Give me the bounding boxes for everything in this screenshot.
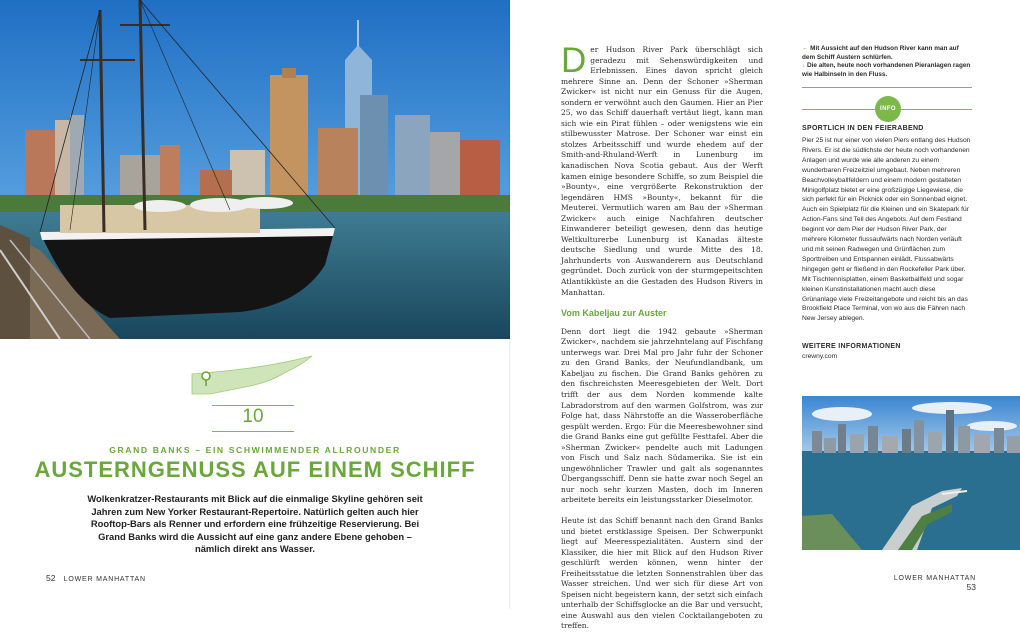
folio-right: [886, 573, 976, 592]
drop-cap: D: [561, 41, 587, 80]
article-paragraph-3: Heute ist das Schiff benannt nach den Grand Banks und bietet erstklassige Speisen. Der Schwerpunkt liegt auf Meeresspezialitäten. Austern sind der Klassiker, die hier mit Blick auf den Hudson River geschlürft werden können, wenn hinter der Freiheitsstatue die letzten Sonnenstrahlen über das Wasser streichen. Und wer sich für diese Art von Speisen nicht begeistern kann, der setzt sich einfach unterhalb der Schiffsglocke an die Bar und versucht, eine Auswahl aus den vielen Cocktailangeboten zu treffen.: [561, 515, 763, 631]
page-number-left: 52: [46, 573, 56, 583]
article-paragraph-1: [561, 41, 764, 298]
chapter-number: 10: [242, 406, 264, 427]
more-info-link[interactable]: crewny.com: [802, 353, 838, 360]
article-body: [561, 41, 764, 632]
arrow-left-icon: ←: [802, 45, 809, 52]
kicker: GRAND BANKS – EIN SCHWIMMENDER ALLROUNDER: [109, 445, 401, 455]
caption-rule: [802, 87, 972, 88]
ship-photo: [0, 0, 510, 339]
article-subhead: Vom Kabeljau zur Auster: [561, 308, 667, 319]
gutter-shadow: [509, 0, 511, 609]
location-map-icon: [190, 352, 316, 396]
folio-left: [46, 573, 146, 583]
info-text: Pier 25 ist nur einer von vielen Piers entlang des Hudson Rivers. Er ist die südlichste der heute noch vorhandenen Anlagen und wurde wie alle anderen zu einem wunderbaren Freizeitziel umgebaut. Neben mehreren Beachvolleyballfeldern und einem modern gestalteten Minigolfplatz bietet er eine großzügige Liegewiese, die sich perfekt für ein Picknick oder ein Sonnenbad eignet. Auch ein Spielplatz für die Kleinen und ein Skatepark für Action-Fans sind Teil des Angebots. Auf dem Festland beginnt vor dem Pier der Hudson River Park, der mehrere Kilometer flussaufwärts nach Norden verläuft und mit seinen Radwegen und Grünflächen zum Sporttreiben und Entspannen einlädt. Flussabwärts hingegen geht er fließend in den Rockefeller Park über. Mit Tischtennisplatten, einem Basketballfeld und sogar kleinen Kunstinstallationen macht auch diese Grünanlage viele Freizeitangebote und reicht bis an das Brookfield Place Terminal, von wo aus die Fähren nach New Jersey ablegen.: [802, 137, 971, 323]
lead-paragraph: Wolkenkratzer-Restaurants mit Blick auf die einmalige Skyline gehören seit Jahren zum New Yorker Restaurant-Repertoire. Natürlich gelten auch hier Rooftop-Bars als Renner und erfordern eine frühzeitige Reservierung. Bei Grand Banks wird die Aussicht auf eine ganz andere Ebene gehoben – nämlich direkt ans Wasser.: [87, 493, 423, 555]
arrow-down-icon: ↓: [802, 62, 806, 70]
caption-1: [802, 45, 972, 62]
number-rule-bottom: [212, 431, 294, 432]
skyline-photo: [802, 396, 1020, 550]
section-name-right: LOWER MANHATTAN: [893, 575, 976, 582]
info-heading: SPORTLICH IN DEN FEIERABEND: [802, 125, 924, 132]
article-paragraph-2: Denn dort liegt die 1942 gebaute »Sherman Zwicker«, nachdem sie jahrzehntelang auf Fischfang unterwegs war. Drei Mal pro Jahr fuhr der Schoner zu den Grand Banks, der Neufundlandbank, um Kabeljau zu fischen. Die Grand Banks gehören zu den fischreichsten Meeresgebieten der Welt. Dort trifft der aus dem Norden kommende kalte Labradorstrom auf den warmen Golfstrom, was zur Folge hat, dass Nährstoffe an die Wasseroberfläche gespült werden. Ergo: Für die Meeresbewohner sind die Grand Banks eine gut gefüllte Festtafel. Aber die »Sherman Zwicker« pendelte auch mit Ladungen von Fisch und Salz nach Südamerika. Sie ist ein ungewöhnlicher Trawler und galt als sogenanntes Übergangsschiff. Denn sie hatte zwar noch Segel an nur noch sehr kurzen Masten, doch im Inneren arbeitete bereits ein leistungsstarker Dieselmotor.: [561, 326, 763, 505]
headline: AUSTERNGENUSS AUF EINEM SCHIFF: [34, 457, 476, 482]
photo-captions: [802, 45, 972, 79]
more-info-heading: WEITERE INFORMATIONEN: [802, 343, 901, 350]
left-page: [0, 0, 510, 609]
right-page: [510, 0, 1020, 631]
caption-2: [802, 62, 972, 79]
page-number-right: 53: [966, 582, 976, 592]
info-badge: INFO: [875, 96, 901, 122]
caption-1-text: Mit Aussicht auf den Hudson River kann man auf dem Schiff Austern schlürfen.: [802, 45, 959, 61]
section-name-left: LOWER MANHATTAN: [63, 576, 146, 583]
caption-2-text: Die alten, heute noch vorhandenen Pieranlagen ragen wie Halbinseln in den Fluss.: [802, 62, 971, 78]
article-paragraph-1-text: er Hudson River Park überschlägt sich geradezu mit Sehenswürdigkeiten und Erlebnissen. Eines davon spricht gleich mehrere Sinne an. Denn der Schoner »Sherman Zwicker« ist nicht nur ein Genuss für die Augen, sondern er verwöhnt auch den Gaumen. Hier an Pier 25, wo das Schiff dauerhaft vertäut liegt, kann man sich wie ein Pirat fühlen – oder wenigstens wie ein stilbewusster Matrose. Der Schoner war einst ein stolzes Arbeitsschiff und wurde ehedem auf der Smith-and-Rhuland-Werft in Lunenburg im kanadischen Nova Scotia gebaut. Aus der Werft kamen einige besondere Schiffe, so zum Beispiel die »Bounty«, eine vergrößerte Rekonstruktion der legendären HMS »Bounty«, bekannt für die Meuterei. Vermutlich waren am Bau der »Sherman Zwicker« auch einige Nachfahren deutscher Einwanderer beteiligt gewesen, denn das heutige Weltkulturerbe Lunenburg ist Kanadas älteste deutsche Siedlung und wurde Mitte des 18. Jahrhunderts von Auswanderern aus Deutschland gegründet. Doch zurück von der sturmgepeitschten Atlantikküste an die Gestaden des Hudson Rivers in Manhattan.: [561, 45, 764, 297]
